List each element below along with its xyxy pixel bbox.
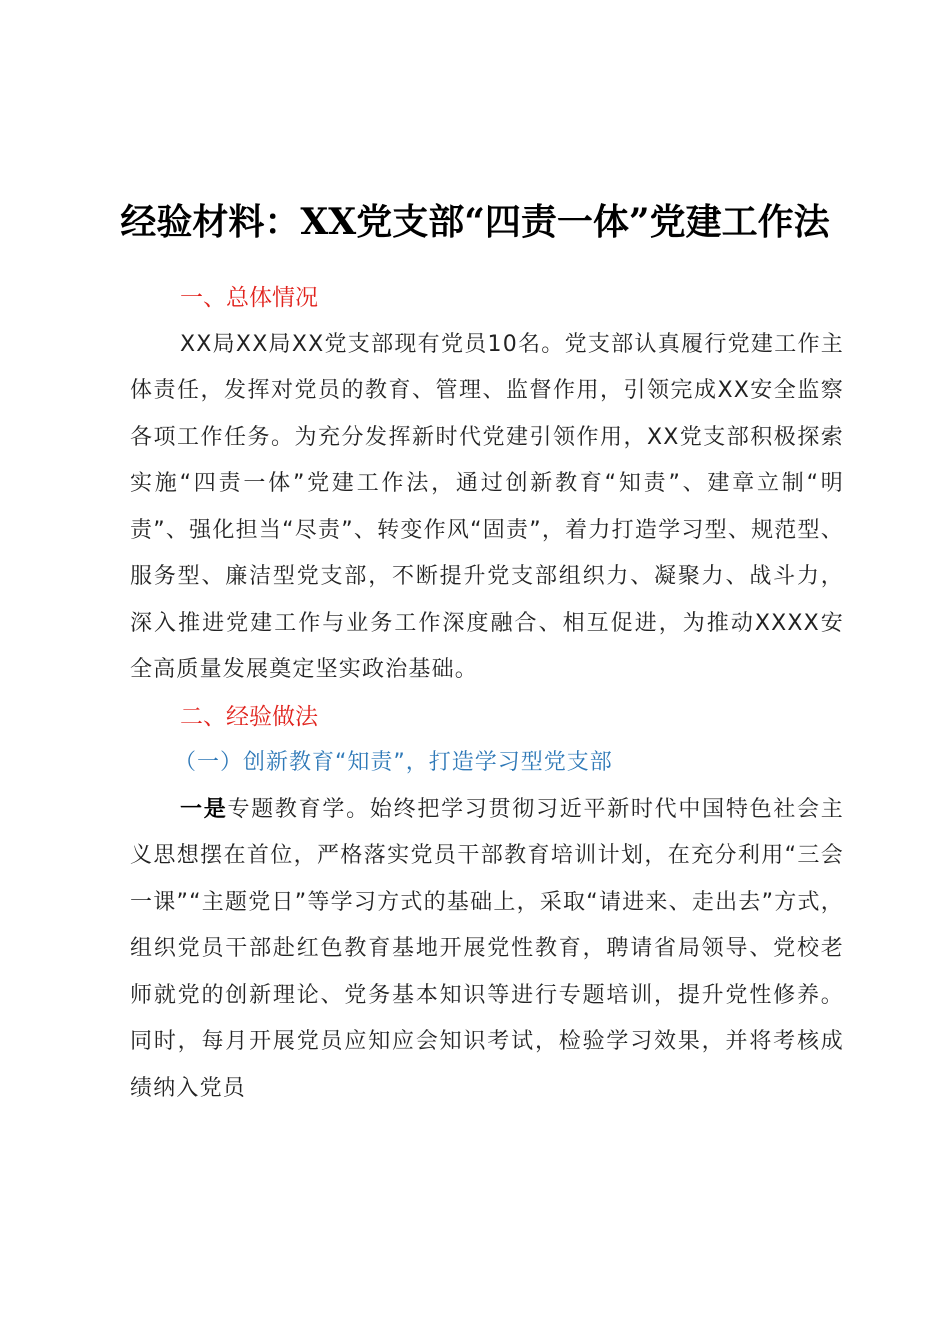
overview-paragraph: XX局XX局XX党支部现有党员10名。党支部认真履行党建工作主体责任，发挥对党员的教育、管理、监督作用，引领完成XX安全监察各项工作任务。为充分发挥新时代党建引领作用，XX党支部积极探索实施“四责一体”党建工作法，通过创新教育“知责”、建章立制“明责”、强化担当“尽责”、转变作风“固责”，着力打造学习型、规范型、服务型、廉洁型党支部，不断提升党支部组织力、凝聚力、战斗力，深入推进党建工作与业务工作深度融合、相互促进，为推动XXXX安全高质量发展奠定坚实政治基础。 [130,331,844,682]
point-text: 专题教育学。始终把学习贯彻习近平新时代中国特色社会主义思想摆在首位，严格落实党员干部教育培训计划，在充分利用“三会一课”“主题党日”等学习方式的基础上，采取“请进来、走出去”方式，组织党员干部赴红色教育基地开展党性教育，聘请省局领导、党校老师就党的创新理论、党务基本知识等进行专题培训，提升党性修养。同时，每月开展党员应知应会知识考试，检验学习效果，并将考核成绩纳入党员 [130,796,844,1101]
section-heading-overview: 一、总体情况 [180,285,318,311]
point-lead: 一是 [180,796,228,822]
document-body [130,275,844,1112]
document-title: 经验材料：XX党支部“四责一体”党建工作法 [120,201,830,243]
section-heading-practices: 二、经验做法 [180,703,318,730]
subsection-heading-education: （一）创新教育“知责”，打造学习型党支部 [174,750,613,775]
point-paragraph [130,787,844,1113]
